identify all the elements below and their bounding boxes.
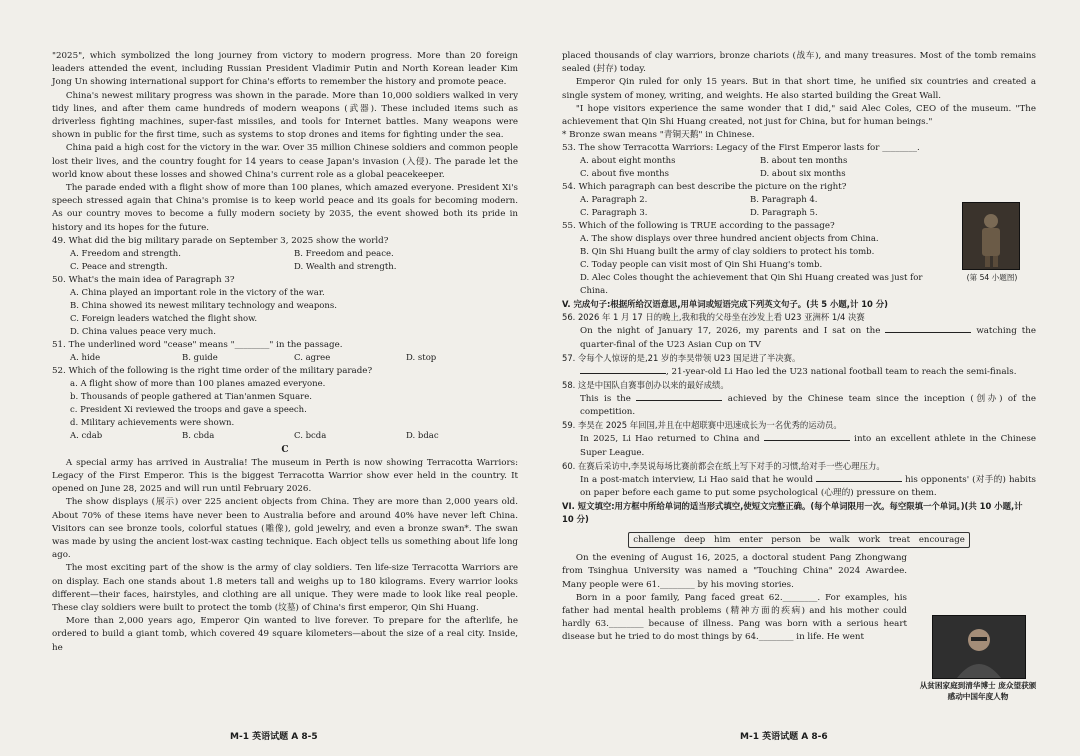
option[interactable]: A. China played an important role in the victory of the war. bbox=[70, 287, 325, 298]
option[interactable]: B. China showed its newest military technology and weapons. bbox=[70, 300, 337, 311]
question-52-options bbox=[52, 430, 518, 443]
passage-6-p1: On the evening of August 16, 2025, a doctoral student Pang Zhongwang from Tsinghua University was named a "Touching China" 2024 Awardee. Many people were 61.________ by his moving stories. bbox=[562, 553, 907, 590]
section-6-heading: VI. 短文填空:用方框中所给单词的适当形式填空,使短文完整正确。(每个单词限用一次。每空限填一个单词。)(共 10 小题,计 10 分) bbox=[562, 501, 1023, 525]
answer-blank[interactable] bbox=[816, 473, 902, 482]
sentence-part: , 21-year-old Li Hao led the U23 national football team to reach the semi-finals. bbox=[666, 366, 1017, 377]
option[interactable]: B. cbda bbox=[182, 430, 215, 441]
option[interactable]: D. bdac bbox=[406, 430, 439, 441]
word-bank-item: treat bbox=[888, 535, 911, 546]
right-page bbox=[540, 0, 1080, 756]
option[interactable]: A. about eight months bbox=[580, 156, 676, 167]
option[interactable]: A. Paragraph 2. bbox=[580, 195, 648, 206]
option[interactable]: A. cdab bbox=[70, 430, 103, 441]
page-footer: M-1 英语试题 A 8-6 bbox=[740, 732, 828, 742]
sentence-part: his opponents' (对手的) habits on paper before each game to put some psychological (心理的) pressure on them. bbox=[580, 474, 1037, 499]
question-56-zh: 56. 2026 年 1 月 17 日的晚上,我和我的父母坐在沙发上看 U23 亚洲杯 1/4 决赛 bbox=[562, 312, 865, 323]
option[interactable]: D. about six months bbox=[760, 169, 846, 180]
option[interactable]: B. Paragraph 4. bbox=[750, 195, 818, 206]
option[interactable]: C. agree bbox=[294, 352, 331, 363]
word-bank-item: enter bbox=[739, 535, 763, 546]
question-49: 49. What did the big military parade on September 3, 2025 show the world? bbox=[52, 235, 389, 246]
question-50-options bbox=[52, 287, 518, 339]
word-bank-item: encourage bbox=[918, 535, 965, 546]
word-bank-item: challenge bbox=[633, 535, 676, 546]
answer-blank[interactable] bbox=[885, 324, 971, 333]
option[interactable]: D. Wealth and strength. bbox=[294, 261, 397, 272]
passage-c-p6: Emperor Qin ruled for only 15 years. But in that short time, he unified six countries and created a single system of money, writing, and weights. He also started building the Great Wall. bbox=[562, 77, 1036, 101]
pang-zhongwang-photo bbox=[932, 615, 1026, 679]
option[interactable]: C. Today people can visit most of Qin Shi Huang's tomb. bbox=[580, 260, 823, 271]
page-footer: M-1 英语试题 A 8-5 bbox=[230, 732, 318, 742]
option[interactable]: D. China values peace very much. bbox=[70, 326, 216, 337]
passage-c-p3: The most exciting part of the show is the army of clay soldiers. Ten life-size Terracotta Warriors are on display. Each one stands about 1.8 meters tall and weighs up to 180 kilograms. Every warrior looks different—their faces, hairstyles, and clothing are all unique. They were made to look like real people. These clay soldiers were built to protect the tomb (坟墓) of China's first emperor, Qin Shi Huang. bbox=[52, 563, 518, 614]
order-item: c. President Xi reviewed the troops and gave a speech. bbox=[70, 404, 307, 415]
option[interactable]: C. bcda bbox=[294, 430, 327, 441]
option[interactable]: A. The show displays over three hundred ancient objects from China. bbox=[580, 234, 879, 245]
option[interactable]: C. Peace and strength. bbox=[70, 261, 168, 272]
sentence-part: In 2025, Li Hao returned to China and bbox=[580, 434, 760, 445]
question-52-items bbox=[52, 378, 518, 430]
question-58-zh: 58. 这是中国队自赛事创办以来的最好成绩。 bbox=[562, 380, 729, 391]
passage-b-end: The parade ended with a flight show of more than 100 planes, which amazed everyone. President Xi's speech stressed again that China's promise is to keep world peace and its goals for becoming modern. As our country moves to become a fully modern society by 2035, the event showed both its pride in history and its hopes for the future. bbox=[52, 183, 518, 233]
word-bank-item: walk bbox=[829, 535, 850, 546]
option[interactable]: D. Paragraph 5. bbox=[750, 208, 818, 219]
question-60-zh: 60. 在赛后采访中,李昊说每场比赛前都会在纸上写下对手的习惯,给对手一些心理压力。 bbox=[562, 460, 885, 471]
word-bank-item: person bbox=[771, 535, 802, 546]
order-item: a. A flight show of more than 100 planes amazed everyone. bbox=[70, 378, 326, 389]
question-51-options bbox=[52, 352, 518, 365]
question-57-en bbox=[562, 365, 1036, 379]
question-57-zh: 57. 令每个人惊讶的是,21 岁的李昊带领 U23 国足进了半决赛。 bbox=[562, 352, 801, 363]
section-5-heading: V. 完成句子:根据所给汉语意思,用单词或短语完成下列英文句子。(共 5 小题,计 10 分) bbox=[562, 299, 889, 310]
word-bank bbox=[628, 532, 970, 548]
question-55-options bbox=[562, 233, 930, 298]
option[interactable]: B. Freedom and peace. bbox=[294, 248, 394, 259]
question-59-en bbox=[562, 432, 1036, 459]
passage-b-cost: China paid a high cost for the victory in the war. Over 35 million Chinese soldiers and common people lost their lives, and the country fought for 14 years to cease Japan's invasion (入侵). The parade let the world know about these losses and showed China's current role as a global peacekeeper. bbox=[52, 143, 518, 180]
option[interactable]: B. guide bbox=[182, 352, 218, 363]
word-bank-item: him bbox=[714, 535, 731, 546]
word-bank-item: deep bbox=[684, 535, 706, 546]
sentence-part: On the night of January 17, 2026, my parents and I sat on the bbox=[580, 326, 881, 337]
footnote: * Bronze swan means "青铜天鹅" in Chinese. bbox=[562, 130, 755, 141]
photo-54-caption: (第 54 小题图) bbox=[966, 273, 1018, 282]
word-bank-item: work bbox=[858, 535, 881, 546]
passage-c-p1: A special army has arrived in Australia! The museum in Perth is now showing Terracotta Warriors: Legacy of the First Emperor. This is the biggest Terracotta Warrior show ever held in the country. It opened on June 28, 2025 and will run until February 2026. bbox=[52, 457, 518, 495]
terracotta-photo bbox=[962, 202, 1020, 270]
order-item: d. Military achievements were shown. bbox=[70, 417, 235, 428]
person-portrait-icon bbox=[933, 616, 1025, 678]
option[interactable]: B. Qin Shi Huang built the army of clay soldiers to protect his tomb. bbox=[580, 247, 875, 258]
sentence-part: into an excellent athlete in the Chinese Super League. bbox=[580, 434, 1037, 458]
passage-c-p5: placed thousands of clay warriors, bronze chariots (战车), and many treasures. Most of the tomb remains sealed (封存) today. bbox=[562, 51, 1036, 75]
option[interactable]: D. stop bbox=[406, 352, 437, 363]
passage-6-p2: Born in a poor family, Pang faced great 62.________. For examples, his father had mental health problems (精神方面的疾病) and his mother could hardly 63.________ because of illness. Pang was born with a serious heart disease but he tried to do most things by 64.________ in life. He went bbox=[562, 592, 907, 643]
answer-blank[interactable] bbox=[764, 432, 850, 441]
passage-c-p2: The show displays (展示) over 225 ancient objects from China. They are more than 2,000 years old. About 70% of these items have never been to Australia before and around 40% have never left China. Visitors can see bronze tools, colorful statues (雕像), gold jewelry, and even a bronze swan*. The swan was made by using the ancient lost-wax casting technique. Each object tells us something about life long ago. bbox=[52, 497, 518, 561]
question-54-options bbox=[562, 194, 920, 220]
question-55: 55. Which of the following is TRUE according to the passage? bbox=[562, 221, 835, 232]
warrior-figure-icon bbox=[963, 203, 1019, 269]
question-58-en bbox=[562, 392, 1036, 419]
question-53-options bbox=[562, 155, 940, 181]
question-51: 51. The underlined word "cease" means "________" in the passage. bbox=[52, 339, 343, 350]
option[interactable]: C. Foreign leaders watched the flight show. bbox=[70, 313, 258, 324]
sentence-part: This is the bbox=[580, 394, 631, 405]
question-59-zh: 59. 李昊在 2025 年回国,并且在中超联赛中迅速成长为一名优秀的运动员。 bbox=[562, 420, 842, 431]
sentence-part: In a post-match interview, Li Hao said that he would bbox=[580, 474, 814, 485]
option[interactable]: B. about ten months bbox=[760, 156, 848, 167]
answer-blank[interactable] bbox=[580, 365, 666, 374]
question-56-en bbox=[562, 324, 1036, 351]
option[interactable]: C. Paragraph 3. bbox=[580, 208, 648, 219]
passage-b-military: China's newest military progress was shown in the parade. More than 10,000 soldiers walked in very tidy lines, and after them came hundreds of modern weapons (武器). These included items such as driverless fighting machines, super-fast missiles, and tools for Internet battles. Many weapons were shown in public for the first time, such as systems to stop drones and items for fighting under the sea. bbox=[52, 90, 518, 141]
option[interactable]: D. Alec Coles thought the achievement that Qin Shi Huang created was just for China. bbox=[580, 273, 923, 297]
question-49-options bbox=[52, 248, 518, 274]
question-52: 52. Which of the following is the right time order of the military parade? bbox=[52, 365, 373, 376]
word-bank-item: be bbox=[809, 535, 821, 546]
section-c-heading: C bbox=[281, 444, 289, 455]
option[interactable]: C. about five months bbox=[580, 169, 669, 180]
option[interactable]: A. hide bbox=[70, 352, 101, 363]
order-item: b. Thousands of people gathered at Tian'anmen Square. bbox=[70, 391, 312, 402]
option[interactable]: A. Freedom and strength. bbox=[70, 248, 181, 259]
question-50: 50. What's the main idea of Paragraph 3? bbox=[52, 274, 235, 285]
passage-c-p7: "I hope visitors experience the same wonder that I did," said Alec Coles, CEO of the museum. "The achievement that Qin Shi Huang created, not just for China, but for human beings." bbox=[562, 103, 1036, 128]
question-54: 54. Which paragraph can best describe the picture on the right? bbox=[562, 182, 847, 193]
passage-b-intro: "2025", which symbolized the long journey from victory to modern progress. More than 20 foreign leaders attended the event, including Russian President Vladimir Putin and North Korean leader Kim Jong Un showing international support for China's efforts to remember the history and promote peace. bbox=[52, 51, 518, 88]
sentence-part: watching the quarter-final of the U23 Asian Cup on TV bbox=[580, 326, 1037, 350]
passage-c-p4: More than 2,000 years ago, Emperor Qin wanted to live forever. To prepare for the afterlife, he ordered to build a giant tomb, which covered 49 square kilometers—about the size of a real city. Inside, he bbox=[52, 616, 518, 653]
question-60-en bbox=[562, 473, 1036, 500]
question-53: 53. The show Terracotta Warriors: Legacy of the First Emperor lasts for ________. bbox=[562, 143, 920, 154]
sentence-part: achieved by the Chinese team since the inception (创办) of the competition. bbox=[580, 394, 1037, 418]
answer-blank[interactable] bbox=[636, 392, 722, 401]
photo-caption: 从贫困家庭到清华博士 庞众望获颁感动中国年度人物 bbox=[919, 681, 1037, 701]
